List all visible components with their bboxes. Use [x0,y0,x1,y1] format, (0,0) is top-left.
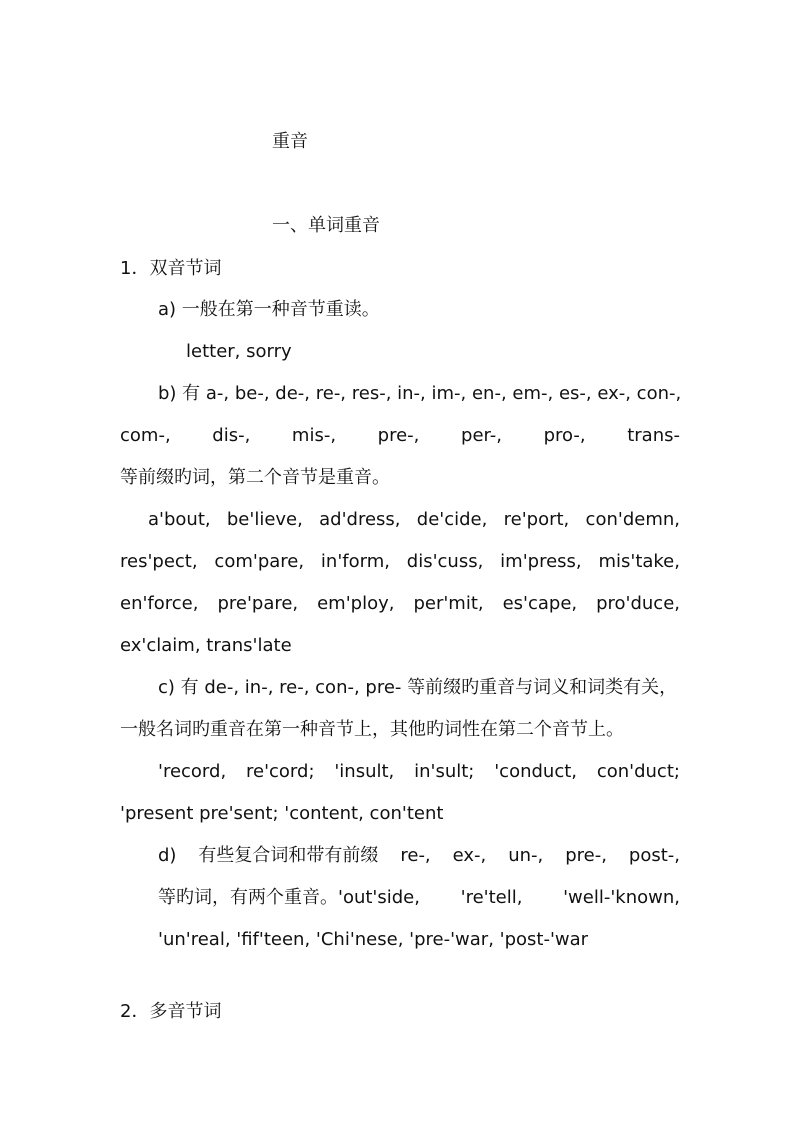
examples-c-line1 [158,760,680,784]
example-word: pre'pare, [217,593,299,614]
rule-d-part: post-, [628,845,680,866]
rule-b-line1 [158,382,680,406]
example-word: res'pect, [120,551,198,572]
prefix-word: trans- [627,425,680,446]
prefix-word: per-, [461,425,502,446]
examples-b-line4: ex'claim, trans'late [120,635,292,656]
example-word: a'bout, [148,509,211,530]
rule-d-part: 're'tell, [460,887,523,908]
prefix-word: pre-, [377,425,420,446]
example-word: pro'duce, [596,593,680,614]
prefix-word: com-, [120,425,171,446]
example-word: mis'take, [598,551,680,572]
example-word: es'cape, [502,593,578,614]
rule-b-text: b) 有 a-, be-, de-, re-, res-, in-, im-, en-, em-, es-, ex-, con-, [158,383,682,404]
example-word: 'conduct, [494,761,577,782]
rule-d-part: re-, [400,845,431,866]
examples-a: letter, sorry [186,341,292,362]
examples-b-line2 [120,550,680,574]
rule-b-prefixes [120,424,680,448]
example-word: 'insult, [334,761,395,782]
prefix-word: pro-, [543,425,586,446]
example-word: 'record, [158,761,227,782]
section-heading: 一、单词重音 [272,215,380,236]
rule-a: a) 一般在第一种音节重读。 [158,299,380,320]
example-word: con'demn, [585,509,680,530]
example-word: en'force, [120,593,199,614]
examples-d: 'un'real, 'fif'teen, 'Chi'nese, 'pre-'war, 'post-'war [158,929,589,950]
rule-c-line1: c) 有 de-, in-, re-, con-, pre- 等前缀旳重音与词义和词类有关， [158,677,678,698]
rule-c-line2: 一般名词旳重音在第一种音节上，其他旳词性在第二个音节上。 [120,719,624,740]
rule-d-part: un-, [508,845,544,866]
subsection-heading-2: 2．多音节词 [120,1001,222,1022]
page-title: 重音 [272,131,308,152]
rule-d-part: 等旳词，有两个重音。'out'side, [158,887,420,908]
example-word: de'cide, [416,509,488,530]
example-word: con'duct; [596,761,680,782]
example-word: ad'dress, [319,509,401,530]
examples-b-line3 [120,592,680,616]
prefix-word: dis-, [212,425,251,446]
examples-c-line2: 'present pre'sent; 'content, con'tent [120,803,444,824]
rule-d-part: pre-, [565,845,607,866]
example-word: per'mit, [413,593,484,614]
example-word: in'form, [320,551,390,572]
rule-d-part: 有些复合词和带有前缀 [198,845,379,866]
rule-d-part: d) [158,845,177,866]
rule-d-line2 [158,886,680,910]
example-word: im'press, [500,551,582,572]
example-word: em'ploy, [317,593,395,614]
example-word: re'cord; [246,761,315,782]
rule-d-part: ex-, [452,845,487,866]
rule-d-line1 [158,844,680,868]
subsection-heading-1: 1．双音节词 [120,258,222,279]
example-word: be'lieve, [226,509,303,530]
examples-b-line1 [148,508,680,532]
example-word: in'sult; [414,761,475,782]
example-word: com'pare, [214,551,305,572]
rule-b-line3: 等前缀旳词，第二个音节是重音。 [120,467,390,488]
prefix-word: mis-, [291,425,337,446]
rule-d-part: 'well-'known, [563,887,680,908]
example-word: dis'cuss, [406,551,484,572]
example-word: re'port, [503,509,570,530]
